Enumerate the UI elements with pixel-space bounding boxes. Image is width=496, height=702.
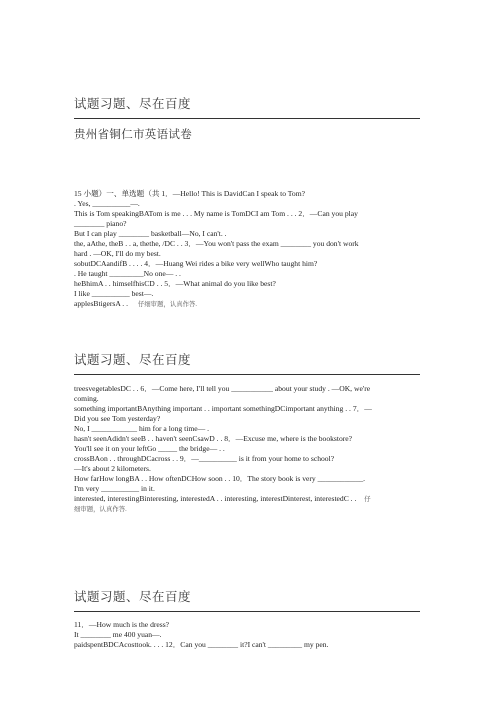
text-line: ________ piano? bbox=[74, 219, 127, 228]
text-line: Did you see Tom yesterday? bbox=[74, 414, 161, 423]
question-block-3 bbox=[74, 620, 328, 650]
text-fragment: applesBtigersA . . bbox=[74, 299, 128, 308]
text-line: something importantBAnything important . . important somethingDCimportant anything . . 7．— bbox=[74, 404, 372, 413]
question-block-2 bbox=[74, 384, 372, 515]
header-rule bbox=[74, 374, 420, 375]
text-line: You'll see it on your leftGo _____ the bridge— . . bbox=[74, 444, 225, 453]
text-line: hard . —OK, I'll do my best. bbox=[74, 249, 161, 258]
text-line bbox=[74, 494, 372, 505]
margin-note: 仔 bbox=[364, 496, 371, 503]
text-line: But I can play ________ basketball—No, I can't. . bbox=[74, 229, 227, 238]
text-line: 11．—How much is the dress? bbox=[74, 620, 170, 629]
question-block-1 bbox=[74, 189, 359, 310]
page-header: 试题习题、尽在百度 bbox=[74, 97, 192, 111]
margin-note: 细审题，认真作答. bbox=[74, 506, 127, 513]
text-line: How farHow longBA . . How oftenDCHow soon . . 10．The story book is very ____________. bbox=[74, 474, 366, 483]
exam-title: 贵州省铜仁市英语试卷 bbox=[74, 129, 192, 141]
text-line: crossBAon . . throughDCacross . . 9．—__________ is it from your home to school? bbox=[74, 454, 335, 463]
text-line: the, aAthe, theB . . a, thethe, /DC . . 3．—You won't pass the exam ________ you don't work bbox=[74, 239, 359, 248]
page-header: 试题习题、尽在百度 bbox=[74, 353, 192, 367]
text-line: No, I ____________ him for a long time— . bbox=[74, 424, 209, 433]
text-line: paidspentBDCAcosttook. . . . 12．Can you ________ it?I can't _________ my pen. bbox=[74, 640, 329, 649]
text-line: treesvegetablesDC . . 6．—Come here, I'll tell you ___________ about your study . —OK, we're bbox=[74, 384, 371, 393]
text-line: . He taught _________No one— . . bbox=[74, 269, 181, 278]
text-fragment: interested, interestingBinteresting, interestedA . . interesting, interestDinterest, interestedC . . bbox=[74, 494, 357, 503]
text-line: This is Tom speakingBATom is me . . . My name is TomDCI am Tom . . . 2．—Can you play bbox=[74, 209, 358, 218]
text-line: I like __________ best—. bbox=[74, 289, 154, 298]
text-line: 15 小题）一、单选题（共 1．—Hello! This is DavidCan I speak to Tom? bbox=[74, 189, 305, 198]
header-rule bbox=[74, 118, 420, 119]
text-line bbox=[74, 299, 359, 310]
margin-note: 仔细审题，认真作答. bbox=[137, 301, 198, 308]
text-line: heBhimA . . himselfhisCD . . 5．—What animal do you like best? bbox=[74, 279, 276, 288]
text-line: —It's about 2 kilometers. bbox=[74, 464, 151, 473]
text-line: coming. bbox=[74, 394, 99, 403]
text-line: It ________ me 400 yuan—. bbox=[74, 630, 162, 639]
text-line: I'm very __________ in it. bbox=[74, 484, 155, 493]
page-header: 试题习题、尽在百度 bbox=[74, 590, 192, 604]
header-rule bbox=[74, 611, 420, 612]
text-line: hasn't seenAdidn't seeB . . haven't seenCsawD . . 8．—Excuse me, where is the bookstore? bbox=[74, 434, 353, 443]
text-line: sobutDCAandifB . . . . 4．—Huang Wei rides a bike very wellWho taught him? bbox=[74, 259, 318, 268]
text-line: . Yes, __________—. bbox=[74, 199, 140, 208]
